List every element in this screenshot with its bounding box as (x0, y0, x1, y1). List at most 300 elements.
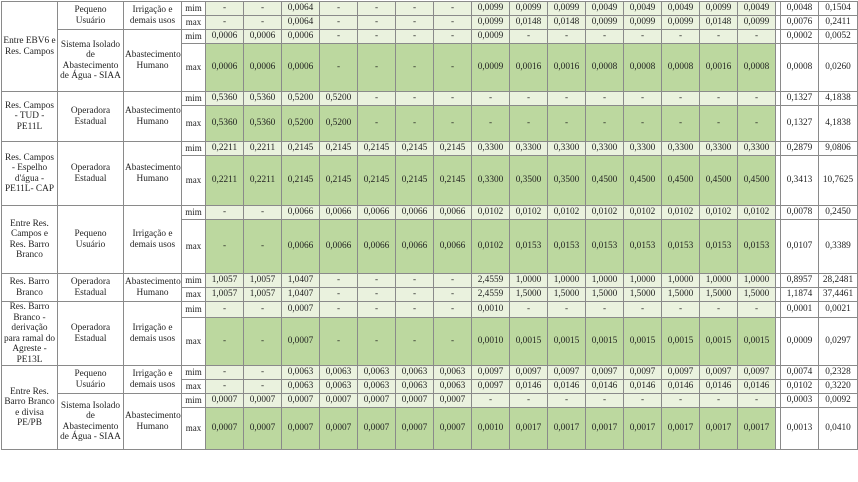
value-cell: - (700, 106, 738, 142)
total-flow-cell: 0,0076 (781, 16, 819, 30)
value-cell: 0,3300 (624, 142, 662, 156)
value-cell: 0,0007 (282, 408, 320, 450)
value-cell: 0,0006 (244, 30, 282, 44)
value-cell: 0,0063 (320, 380, 358, 394)
use-type-cell: Irrigação e demais usos (124, 302, 182, 366)
value-cell: - (586, 92, 624, 106)
value-cell: - (662, 394, 700, 408)
value-cell: 1,0407 (282, 274, 320, 288)
region-cell: Entre Res. Barro Branco e divisa PE/PB (2, 366, 58, 450)
value-cell: 1,0000 (586, 274, 624, 288)
value-cell: - (396, 318, 434, 366)
total-flow-cell: 0,0107 (781, 220, 819, 274)
table-row (2, 366, 858, 380)
total-volume-cell: 0,0092 (819, 394, 858, 408)
use-type-cell: Irrigação e demais usos (124, 206, 182, 274)
value-cell: - (434, 2, 472, 16)
region-cell: Res. Barro Branco (2, 274, 58, 302)
value-cell: - (662, 30, 700, 44)
value-cell: - (548, 92, 586, 106)
value-cell: - (738, 30, 776, 44)
value-cell: 0,0017 (738, 408, 776, 450)
value-cell: 0,0064 (282, 16, 320, 30)
value-cell: - (700, 92, 738, 106)
value-cell: - (548, 106, 586, 142)
value-cell: 0,0066 (396, 220, 434, 274)
user-type-cell: Operadora Estadual (58, 302, 124, 366)
value-cell: - (244, 318, 282, 366)
value-cell: 1,0057 (244, 288, 282, 302)
value-cell: 0,0063 (320, 366, 358, 380)
value-cell: 0,0148 (510, 16, 548, 30)
value-cell: 1,0000 (738, 274, 776, 288)
value-cell: 0,0153 (586, 220, 624, 274)
value-cell: 0,0099 (548, 2, 586, 16)
value-cell: - (396, 274, 434, 288)
value-cell: 0,2145 (396, 156, 434, 206)
value-cell: 1,5000 (662, 288, 700, 302)
value-cell: 0,0097 (548, 366, 586, 380)
value-cell: 1,0000 (662, 274, 700, 288)
user-type-cell: Pequeno Usuário (58, 2, 124, 30)
value-cell: 0,2145 (434, 156, 472, 206)
region-cell: Res. Barro Branco - derivação para ramal do Agreste - PE13L (2, 302, 58, 366)
value-cell: 0,2145 (396, 142, 434, 156)
value-cell: - (320, 2, 358, 16)
value-cell: - (358, 288, 396, 302)
value-cell: 0,0006 (206, 30, 244, 44)
value-cell: 0,0015 (624, 318, 662, 366)
value-cell: - (358, 318, 396, 366)
total-flow-cell: 0,0074 (781, 366, 819, 380)
value-cell: - (434, 92, 472, 106)
total-flow-cell: 0,2879 (781, 142, 819, 156)
value-cell: - (510, 30, 548, 44)
value-cell: 0,0008 (738, 44, 776, 92)
total-flow-cell: 0,0048 (781, 2, 819, 16)
value-cell: 0,3500 (510, 156, 548, 206)
value-cell: 1,0000 (624, 274, 662, 288)
value-cell: - (358, 30, 396, 44)
min-max-label: mim (182, 394, 206, 408)
table-row (2, 30, 858, 44)
value-cell: 0,0007 (206, 408, 244, 450)
value-cell: - (662, 302, 700, 318)
value-cell: 1,0000 (548, 274, 586, 288)
value-cell: - (396, 2, 434, 16)
value-cell: - (624, 302, 662, 318)
value-cell: 0,0063 (282, 380, 320, 394)
value-cell: 1,0407 (282, 288, 320, 302)
value-cell: - (358, 44, 396, 92)
value-cell: 1,5000 (624, 288, 662, 302)
value-cell: - (244, 380, 282, 394)
value-cell: 0,0066 (282, 206, 320, 220)
user-type-cell: Operadora Estadual (58, 274, 124, 302)
total-volume-cell: 0,1504 (819, 2, 858, 16)
value-cell: - (244, 2, 282, 16)
value-cell: 1,0000 (510, 274, 548, 288)
value-cell: 0,0153 (700, 220, 738, 274)
total-volume-cell: 0,0021 (819, 302, 858, 318)
value-cell: 0,4500 (662, 156, 700, 206)
min-max-label: max (182, 16, 206, 30)
value-cell: - (510, 92, 548, 106)
min-max-label: max (182, 44, 206, 92)
value-cell: 0,0099 (472, 2, 510, 16)
value-cell: - (472, 106, 510, 142)
value-cell: - (624, 30, 662, 44)
value-cell: 0,0146 (738, 380, 776, 394)
value-cell: - (586, 302, 624, 318)
value-cell: 0,0066 (396, 206, 434, 220)
value-cell: - (206, 366, 244, 380)
value-cell: - (738, 302, 776, 318)
value-cell: - (738, 92, 776, 106)
value-cell: 0,0016 (548, 44, 586, 92)
value-cell: 0,0010 (472, 318, 510, 366)
value-cell: 0,0063 (358, 380, 396, 394)
value-cell: 0,0102 (472, 206, 510, 220)
value-cell: 0,0099 (586, 16, 624, 30)
value-cell: 0,3300 (662, 142, 700, 156)
value-cell: - (434, 288, 472, 302)
value-cell: - (396, 288, 434, 302)
value-cell: - (244, 220, 282, 274)
value-cell: 0,0049 (624, 2, 662, 16)
value-cell: - (396, 302, 434, 318)
value-cell: 0,0097 (510, 366, 548, 380)
value-cell: - (434, 318, 472, 366)
value-cell: - (510, 106, 548, 142)
value-cell: 0,0016 (510, 44, 548, 92)
value-cell: - (624, 92, 662, 106)
value-cell: 0,0006 (244, 44, 282, 92)
value-cell: 1,0057 (206, 274, 244, 288)
value-cell: - (510, 302, 548, 318)
region-cell: Res. Campos - Espelho d'água - PE11L- CAP (2, 142, 58, 206)
min-max-label: mim (182, 302, 206, 318)
value-cell: 0,0049 (738, 2, 776, 16)
value-cell: - (510, 394, 548, 408)
value-cell: 0,0148 (700, 16, 738, 30)
value-cell: 0,0007 (434, 408, 472, 450)
value-cell: 0,0066 (282, 220, 320, 274)
use-type-cell: Abastecimento Humano (124, 142, 182, 206)
total-flow-cell: 0,0008 (781, 44, 819, 92)
value-cell: 0,0008 (662, 44, 700, 92)
total-volume-cell: 37,4461 (819, 288, 858, 302)
value-cell: 0,0066 (320, 206, 358, 220)
value-cell: 1,5000 (510, 288, 548, 302)
value-cell: 0,0007 (358, 408, 396, 450)
total-volume-cell: 0,3220 (819, 380, 858, 394)
value-cell: 0,0016 (700, 44, 738, 92)
value-cell: 0,0017 (700, 408, 738, 450)
value-cell: 0,0063 (434, 380, 472, 394)
value-cell: - (206, 16, 244, 30)
value-cell: 0,0146 (510, 380, 548, 394)
value-cell: - (738, 106, 776, 142)
value-cell: 0,0017 (548, 408, 586, 450)
value-cell: - (624, 394, 662, 408)
value-cell: 0,0015 (738, 318, 776, 366)
total-volume-cell: 0,2450 (819, 206, 858, 220)
total-flow-cell: 0,0001 (781, 302, 819, 318)
value-cell: 0,0009 (472, 30, 510, 44)
min-max-label: mim (182, 274, 206, 288)
min-max-label: max (182, 288, 206, 302)
total-volume-cell: 10,7625 (819, 156, 858, 206)
value-cell: 2,4559 (472, 288, 510, 302)
value-cell: 0,0063 (358, 366, 396, 380)
use-type-cell: Abastecimento Humano (124, 274, 182, 302)
value-cell: 0,0102 (472, 220, 510, 274)
total-volume-cell: 4,1838 (819, 106, 858, 142)
min-max-label: mim (182, 142, 206, 156)
value-cell: 0,0102 (662, 206, 700, 220)
value-cell: 0,5360 (244, 92, 282, 106)
min-max-label: max (182, 408, 206, 450)
value-cell: - (434, 44, 472, 92)
value-cell: - (358, 106, 396, 142)
value-cell: 0,4500 (624, 156, 662, 206)
value-cell: - (548, 394, 586, 408)
value-cell: 0,4500 (700, 156, 738, 206)
value-cell: - (662, 92, 700, 106)
value-cell: 0,0146 (548, 380, 586, 394)
region-cell: Entre Res. Campos e Res. Barro Branco (2, 206, 58, 274)
value-cell: - (434, 302, 472, 318)
value-cell: 0,0099 (510, 2, 548, 16)
value-cell: 0,2145 (358, 142, 396, 156)
min-max-label: max (182, 220, 206, 274)
value-cell: - (434, 274, 472, 288)
value-cell: 0,3500 (548, 156, 586, 206)
value-cell: 0,0015 (662, 318, 700, 366)
value-cell: 0,0008 (586, 44, 624, 92)
value-cell: - (320, 302, 358, 318)
value-cell: 0,0015 (510, 318, 548, 366)
value-cell: 0,0009 (472, 44, 510, 92)
value-cell: - (320, 44, 358, 92)
value-cell: 0,0015 (548, 318, 586, 366)
value-cell: 0,5200 (320, 106, 358, 142)
value-cell: 0,0097 (472, 380, 510, 394)
value-cell: 0,0102 (510, 206, 548, 220)
total-volume-cell: 28,2481 (819, 274, 858, 288)
value-cell: - (244, 16, 282, 30)
value-cell: 0,0008 (624, 44, 662, 92)
value-cell: 0,0066 (434, 220, 472, 274)
value-cell: - (472, 394, 510, 408)
value-cell: 0,0007 (282, 394, 320, 408)
value-cell: 0,0017 (510, 408, 548, 450)
value-cell: 0,2145 (358, 156, 396, 206)
value-cell: 0,4500 (738, 156, 776, 206)
value-cell: 0,2145 (434, 142, 472, 156)
value-cell: 0,0097 (738, 366, 776, 380)
value-cell: - (320, 16, 358, 30)
value-cell: 0,3300 (510, 142, 548, 156)
value-cell: - (396, 30, 434, 44)
total-flow-cell: 0,1327 (781, 92, 819, 106)
value-cell: - (206, 220, 244, 274)
value-cell: 0,0063 (396, 380, 434, 394)
value-cell: 0,0017 (624, 408, 662, 450)
value-cell: - (358, 2, 396, 16)
value-cell: - (548, 302, 586, 318)
value-cell: 0,0066 (358, 220, 396, 274)
value-cell: 0,2145 (320, 156, 358, 206)
total-flow-cell: 0,8957 (781, 274, 819, 288)
value-cell: 0,0063 (434, 366, 472, 380)
value-cell: 0,0007 (434, 394, 472, 408)
value-cell: 0,5200 (282, 92, 320, 106)
value-cell: 1,5000 (548, 288, 586, 302)
value-cell: 0,2211 (244, 142, 282, 156)
use-type-cell: Abastecimento Humano (124, 30, 182, 92)
value-cell: 0,2211 (206, 156, 244, 206)
use-type-cell: Irrigação e demais usos (124, 366, 182, 394)
value-cell: - (472, 92, 510, 106)
value-cell: 2,4559 (472, 274, 510, 288)
value-cell: 0,0049 (586, 2, 624, 16)
value-cell: 0,0099 (700, 2, 738, 16)
value-cell: 0,3300 (700, 142, 738, 156)
value-cell: 0,0010 (472, 302, 510, 318)
value-cell: 0,0063 (282, 366, 320, 380)
table-row (2, 92, 858, 106)
total-volume-cell: 0,0410 (819, 408, 858, 450)
total-volume-cell: 4,1838 (819, 92, 858, 106)
table-row (2, 2, 858, 16)
value-cell: 0,5360 (206, 106, 244, 142)
total-volume-cell: 9,0806 (819, 142, 858, 156)
value-cell: 0,3300 (472, 156, 510, 206)
value-cell: - (320, 288, 358, 302)
region-cell: Entre EBV6 e Res. Campos (2, 2, 58, 92)
value-cell: - (434, 106, 472, 142)
value-cell: 1,0000 (700, 274, 738, 288)
value-cell: - (320, 30, 358, 44)
value-cell: 0,0097 (472, 366, 510, 380)
value-cell: 0,0102 (548, 206, 586, 220)
value-cell: 0,0007 (282, 302, 320, 318)
value-cell: 0,5360 (244, 106, 282, 142)
value-cell: - (662, 106, 700, 142)
value-cell: - (358, 274, 396, 288)
value-cell: 0,2145 (282, 142, 320, 156)
value-cell: 0,0063 (396, 366, 434, 380)
value-cell: 0,0049 (662, 2, 700, 16)
user-type-cell: Operadora Estadual (58, 142, 124, 206)
value-cell: 0,0017 (586, 408, 624, 450)
value-cell: 0,0153 (510, 220, 548, 274)
value-cell: 0,2211 (244, 156, 282, 206)
total-flow-cell: 0,0002 (781, 30, 819, 44)
value-cell: 0,0017 (662, 408, 700, 450)
value-cell: 0,0153 (548, 220, 586, 274)
table-row (2, 394, 858, 408)
value-cell: - (586, 30, 624, 44)
region-cell: Res. Campos - TUD - PE11L (2, 92, 58, 142)
table-body (2, 2, 858, 450)
value-cell: 1,5000 (586, 288, 624, 302)
value-cell: 0,0007 (320, 408, 358, 450)
total-flow-cell: 0,0078 (781, 206, 819, 220)
value-cell: 0,0066 (358, 206, 396, 220)
value-cell: 0,0007 (282, 318, 320, 366)
value-cell: - (206, 380, 244, 394)
user-type-cell: Sistema Isolado de Abastecimento de Água - SIAA (58, 30, 124, 92)
table-row (2, 142, 858, 156)
min-max-label: max (182, 106, 206, 142)
value-cell: 0,2211 (206, 142, 244, 156)
value-cell: 0,0146 (700, 380, 738, 394)
value-cell: - (358, 302, 396, 318)
total-volume-cell: 0,0297 (819, 318, 858, 366)
total-flow-cell: 0,0003 (781, 394, 819, 408)
total-volume-cell: 0,3389 (819, 220, 858, 274)
min-max-label: max (182, 380, 206, 394)
value-cell: 0,0007 (396, 394, 434, 408)
use-type-cell: Irrigação e demais usos (124, 2, 182, 30)
value-cell: 1,5000 (738, 288, 776, 302)
user-type-cell: Pequeno Usuário (58, 366, 124, 394)
min-max-label: max (182, 156, 206, 206)
value-cell: - (320, 318, 358, 366)
value-cell: - (700, 394, 738, 408)
value-cell: 0,0146 (586, 380, 624, 394)
value-cell: 0,3300 (472, 142, 510, 156)
value-cell: 0,5200 (320, 92, 358, 106)
user-type-cell: Operadora Estadual (58, 92, 124, 142)
value-cell: 0,0099 (624, 16, 662, 30)
value-cell: - (700, 302, 738, 318)
total-volume-cell: 0,0052 (819, 30, 858, 44)
total-flow-cell: 0,3413 (781, 156, 819, 206)
table-row (2, 206, 858, 220)
value-cell: 0,0102 (700, 206, 738, 220)
value-cell: 0,0102 (586, 206, 624, 220)
use-type-cell: Abastecimento Humano (124, 394, 182, 450)
value-cell: - (700, 30, 738, 44)
value-cell: 0,0099 (662, 16, 700, 30)
min-max-label: max (182, 318, 206, 366)
value-cell: 0,5360 (206, 92, 244, 106)
total-flow-cell: 0,0102 (781, 380, 819, 394)
value-cell: 0,2145 (282, 156, 320, 206)
value-cell: - (206, 302, 244, 318)
value-cell: 0,0153 (738, 220, 776, 274)
value-cell: 0,0099 (738, 16, 776, 30)
total-flow-cell: 0,0009 (781, 318, 819, 366)
value-cell: 1,0057 (206, 288, 244, 302)
value-cell: 0,0015 (700, 318, 738, 366)
value-cell: - (244, 302, 282, 318)
user-type-cell: Pequeno Usuário (58, 206, 124, 274)
min-max-label: mim (182, 206, 206, 220)
value-cell: - (244, 366, 282, 380)
total-flow-cell: 0,0013 (781, 408, 819, 450)
value-cell: 0,0007 (244, 394, 282, 408)
total-volume-cell: 0,2411 (819, 16, 858, 30)
value-cell: 0,0007 (320, 394, 358, 408)
total-volume-cell: 0,0260 (819, 44, 858, 92)
value-cell: 0,0153 (624, 220, 662, 274)
value-cell: - (206, 318, 244, 366)
